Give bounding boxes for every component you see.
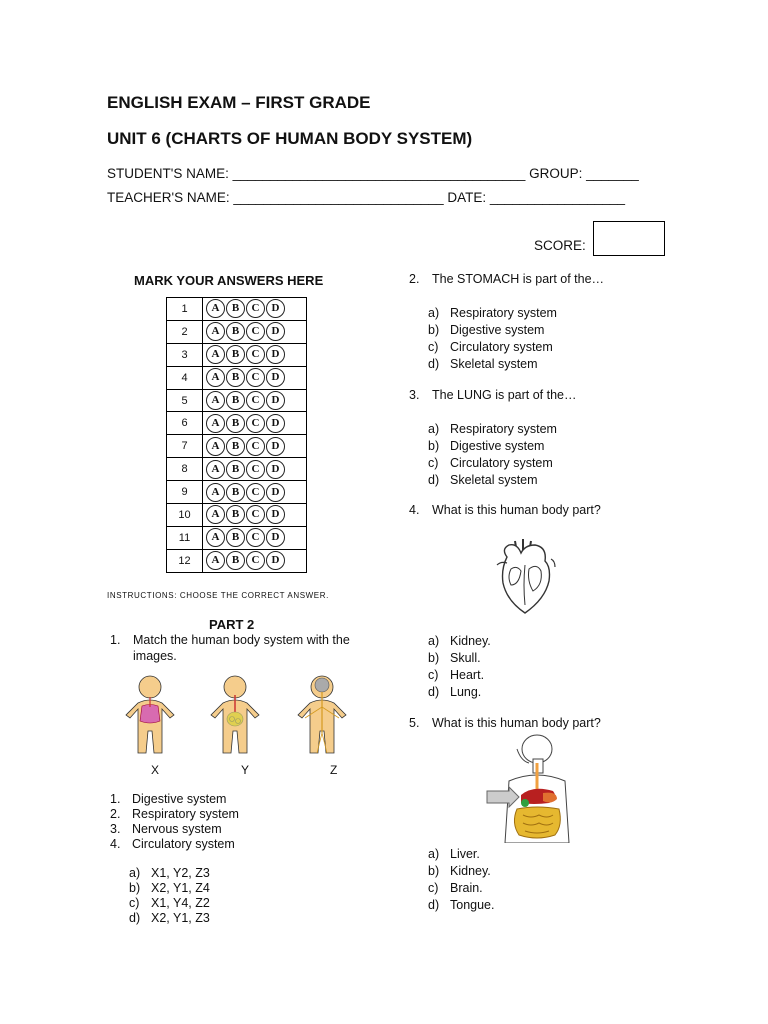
answer-sheet [166, 297, 307, 573]
answer-bubble-c[interactable]: C [246, 460, 265, 479]
answer-bubble-a[interactable]: A [206, 322, 225, 341]
instructions: INSTRUCTIONS: CHOOSE THE CORRECT ANSWER. [107, 591, 329, 600]
answer-row [167, 389, 307, 412]
answer-bubble-c[interactable]: C [246, 345, 265, 364]
q2-number: 2. [409, 272, 420, 286]
q1-number: 1. [110, 633, 121, 647]
answer-bubble-d[interactable]: D [266, 391, 285, 410]
answer-row [167, 412, 307, 435]
answer-option[interactable]: b) Skull. [428, 651, 481, 665]
answer-bubble-c[interactable]: C [246, 391, 265, 410]
q1-text [110, 633, 350, 647]
part2-label: PART 2 [209, 617, 255, 632]
answer-row [167, 298, 307, 321]
list-item: 4. Circulatory system [110, 837, 235, 851]
q1-options [129, 866, 210, 926]
q1-line2: images. [133, 649, 177, 663]
answer-row-number: 5 [167, 389, 203, 412]
answer-bubble-d[interactable]: D [266, 460, 285, 479]
answer-row-number: 2 [167, 320, 203, 343]
answer-bubbles [203, 504, 307, 527]
answer-bubble-a[interactable]: A [206, 437, 225, 456]
answer-bubble-c[interactable]: C [246, 414, 265, 433]
answer-option[interactable]: c) Brain. [428, 881, 483, 895]
answer-bubbles [203, 435, 307, 458]
answer-bubble-a[interactable]: A [206, 483, 225, 502]
answer-bubbles [203, 366, 307, 389]
answer-bubble-b[interactable]: B [226, 299, 245, 318]
answer-row [167, 458, 307, 481]
answer-bubble-a[interactable]: A [206, 505, 225, 524]
answer-bubble-a[interactable]: A [206, 414, 225, 433]
answer-bubble-c[interactable]: C [246, 551, 265, 570]
q4-prompt: What is this human body part? [432, 503, 601, 517]
answer-option[interactable]: b) Kidney. [428, 864, 491, 878]
answer-option[interactable]: d) Tongue. [428, 898, 495, 912]
q5-prompt: What is this human body part? [432, 716, 601, 730]
answer-option[interactable]: b) Digestive system [428, 439, 545, 453]
answer-option[interactable]: a) Respiratory system [428, 422, 557, 436]
figure-y [211, 676, 259, 753]
answer-bubble-a[interactable]: A [206, 551, 225, 570]
answer-bubble-a[interactable]: A [206, 345, 225, 364]
answer-bubbles [203, 481, 307, 504]
answer-option[interactable]: c) Circulatory system [428, 456, 553, 470]
answer-row [167, 343, 307, 366]
answer-row-number: 12 [167, 549, 203, 572]
answer-option[interactable]: a) X1, Y2, Z3 [129, 866, 210, 880]
answer-row [167, 526, 307, 549]
answer-row [167, 320, 307, 343]
answer-bubble-d[interactable]: D [266, 299, 285, 318]
q4-text [409, 503, 601, 517]
answer-bubble-c[interactable]: C [246, 505, 265, 524]
answer-bubble-b[interactable]: B [226, 460, 245, 479]
score-box[interactable] [593, 221, 665, 256]
answer-row-number: 8 [167, 458, 203, 481]
answer-bubbles [203, 549, 307, 572]
figure-x-label: X [151, 763, 160, 777]
q3-options [428, 421, 557, 489]
teacher-name-line[interactable]: TEACHER'S NAME: ____________________________ DATE: __________________ [107, 190, 625, 205]
answer-bubble-b[interactable]: B [226, 551, 245, 570]
answer-row-number: 6 [167, 412, 203, 435]
answer-option[interactable]: a) Respiratory system [428, 306, 557, 320]
answer-row [167, 504, 307, 527]
q5-options [428, 846, 494, 914]
q5-number: 5. [409, 716, 420, 730]
answer-option[interactable]: a) Kidney. [428, 634, 491, 648]
q2-options [428, 305, 557, 373]
answer-row-number: 9 [167, 481, 203, 504]
answer-bubble-d[interactable]: D [266, 368, 285, 387]
answer-bubbles [203, 458, 307, 481]
answer-bubbles [203, 389, 307, 412]
q4-number: 4. [409, 503, 420, 517]
answer-bubble-d[interactable]: D [266, 551, 285, 570]
answer-bubble-a[interactable]: A [206, 368, 225, 387]
answer-bubbles [203, 412, 307, 435]
q1-systems-list [110, 792, 239, 852]
q5-text [409, 716, 601, 730]
answer-bubble-d[interactable]: D [266, 322, 285, 341]
figure-y-label: Y [241, 763, 250, 777]
answer-bubble-c[interactable]: C [246, 437, 265, 456]
answer-bubbles [203, 343, 307, 366]
answer-bubble-d[interactable]: D [266, 437, 285, 456]
q1-line1: Match the human body system with the [133, 633, 350, 647]
answer-bubble-c[interactable]: C [246, 322, 265, 341]
answer-bubble-b[interactable]: B [226, 322, 245, 341]
answer-row [167, 481, 307, 504]
q3-prompt: The LUNG is part of the… [432, 388, 577, 402]
answer-bubble-d[interactable]: D [266, 505, 285, 524]
answer-option[interactable]: b) Digestive system [428, 323, 545, 337]
answer-bubble-b[interactable]: B [226, 505, 245, 524]
q2-text [409, 272, 604, 286]
answer-bubble-a[interactable]: A [206, 528, 225, 547]
answer-bubble-c[interactable]: C [246, 528, 265, 547]
body-figures [115, 673, 355, 759]
answer-option[interactable]: c) Heart. [428, 668, 485, 682]
answer-option[interactable]: d) Skeletal system [428, 357, 538, 371]
unit-title: UNIT 6 (CHARTS OF HUMAN BODY SYSTEM) [107, 129, 473, 148]
answer-row [167, 435, 307, 458]
answer-bubble-b[interactable]: B [226, 483, 245, 502]
q4-options [428, 633, 491, 701]
answer-bubble-c[interactable]: C [246, 483, 265, 502]
answer-row [167, 549, 307, 572]
answer-row-number: 4 [167, 366, 203, 389]
figure-x [126, 676, 174, 753]
answer-bubble-b[interactable]: B [226, 345, 245, 364]
q3-number: 3. [409, 388, 420, 402]
answer-row-number: 11 [167, 526, 203, 549]
exam-title: ENGLISH EXAM – FIRST GRADE [107, 93, 371, 112]
answer-row-number: 1 [167, 298, 203, 321]
answer-bubbles [203, 320, 307, 343]
list-item: 1. Digestive system [110, 792, 227, 806]
answer-bubble-d[interactable]: D [266, 345, 285, 364]
figure-z-label: Z [330, 763, 338, 777]
list-item: 3. Nervous system [110, 822, 222, 836]
answer-row [167, 366, 307, 389]
answer-bubbles [203, 298, 307, 321]
answer-bubble-d[interactable]: D [266, 528, 285, 547]
list-item: 2. Respiratory system [110, 807, 239, 821]
answer-bubble-c[interactable]: C [246, 299, 265, 318]
answer-bubble-c[interactable]: C [246, 368, 265, 387]
answer-option[interactable]: b) X2, Y1, Z4 [129, 881, 210, 895]
answer-bubble-a[interactable]: A [206, 299, 225, 318]
answer-option[interactable]: d) Skeletal system [428, 473, 538, 487]
answer-option[interactable]: d) X2, Y1, Z3 [129, 911, 210, 925]
digestive-system-image [485, 733, 575, 843]
heart-image [495, 535, 557, 617]
q2-prompt: The STOMACH is part of the… [432, 272, 605, 286]
answer-bubble-a[interactable]: A [206, 391, 225, 410]
answer-row-number: 3 [167, 343, 203, 366]
answer-option[interactable]: a) Liver. [428, 847, 480, 861]
answer-row-number: 10 [167, 504, 203, 527]
answer-bubble-b[interactable]: B [226, 414, 245, 433]
answer-bubble-b[interactable]: B [226, 528, 245, 547]
answer-bubble-d[interactable]: D [266, 414, 285, 433]
answer-sheet-title: MARK YOUR ANSWERS HERE [134, 273, 324, 288]
answer-option[interactable]: c) X1, Y4, Z2 [129, 896, 210, 910]
answer-option[interactable]: d) Lung. [428, 685, 482, 699]
answer-bubble-b[interactable]: B [226, 368, 245, 387]
figure-z [298, 676, 346, 753]
answer-bubble-d[interactable]: D [266, 483, 285, 502]
answer-bubble-a[interactable]: A [206, 460, 225, 479]
answer-bubbles [203, 526, 307, 549]
answer-option[interactable]: c) Circulatory system [428, 340, 553, 354]
answer-row-number: 7 [167, 435, 203, 458]
score-label: SCORE: [534, 238, 586, 253]
answer-bubble-b[interactable]: B [226, 437, 245, 456]
answer-bubble-b[interactable]: B [226, 391, 245, 410]
q3-text [409, 388, 577, 402]
student-name-line[interactable]: STUDENT'S NAME: _______________________________________ GROUP: _______ [107, 166, 639, 181]
